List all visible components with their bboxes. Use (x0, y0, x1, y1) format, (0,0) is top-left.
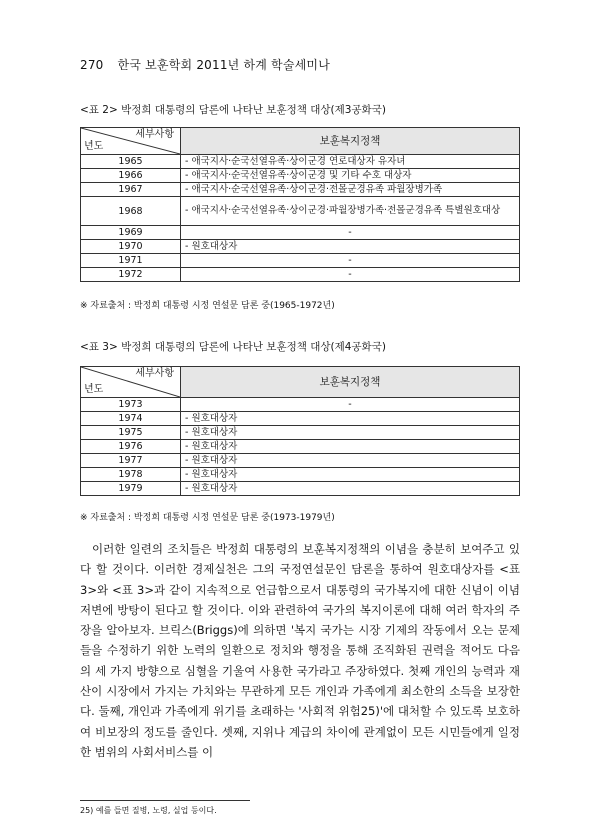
body-paragraph: 이러한 일련의 조치들은 박정희 대통령의 보훈복지정책의 이념을 충분히 보여주고 있다 할 것이다. 이러한 경제실천은 그의 국정연설문인 담론을 통하여 원호대상자를 <표 3>와 <표 3>과 같이 지속적으로 언급함으로서 대통령의 국가복지에 대한 신념이 이념 저변에 방탕이 된다고 할 것이다. 이와 관련하여 국가의 복지이론에 대해 여러 학자의 주장을 알아보자. 브릭스(Briggs)에 의하면 '복지 국가는 시장 기제의 작동에서 오는 문제들을 수정하기 위한 노력의 일환으로 정치와 행정을 통해 조직화된 권력을 적어도 다음의 세 가지 방향으로 심혈을 기울여 사용한 국가라고 주장하였다. 첫째 개인의 능력과 재산이 시장에서 가지는 가치와는 무관하게 모든 개인과 가족에게 최소한의 소득을 보장한다. 둘째, 개인과 가족에게 위기를 초래하는 '사회적 위험25)'에 대처할 수 있도록 보호하여 비보장의 정도를 줄인다. 셋째, 지위나 계급의 차이에 관계없이 모든 시민들에게 일정한 범위의 사회서비스를 이 (80, 542, 520, 759)
table-row (81, 197, 520, 226)
year-cell: 1971 (81, 254, 181, 268)
year-cell: 1979 (81, 482, 181, 496)
content-cell: - 애국지사·순국선열유족·상이군경·파월장병가족·전몰군경유족 특별원호대상 (181, 197, 520, 226)
year-cell: 1968 (81, 197, 181, 226)
table3-source: ※ 자료출처 : 박정희 대통령 시정 연설문 담론 중(1973-1979년) (80, 513, 335, 523)
content-cell: - 애국지사·순국선열유족·상이군경 연로대상자 유자녀 (181, 155, 520, 169)
table-row (81, 468, 520, 482)
table2 (80, 127, 520, 282)
content-cell: - 원호대상자 (181, 482, 520, 496)
table-row (81, 268, 520, 282)
table3-caption: <표 3> 박정희 대통령의 담론에 나타난 보훈정책 대상(제4공화국) (80, 341, 386, 353)
content-cell: - 원호대상자 (181, 468, 520, 482)
year-cell: 1978 (81, 468, 181, 482)
content-cell: - 원호대상자 (181, 426, 520, 440)
table2-column-header: 보훈복지정책 (181, 128, 520, 155)
header-year-label: 년도 (84, 384, 104, 395)
table-row (81, 426, 520, 440)
header-year-label: 년도 (84, 141, 104, 152)
table-row (81, 226, 520, 240)
year-cell: 1973 (81, 398, 181, 412)
table-row (81, 482, 520, 496)
content-cell: - 원호대상자 (181, 412, 520, 426)
running-header (80, 56, 330, 73)
table-row (81, 169, 520, 183)
year-cell: 1969 (81, 226, 181, 240)
year-cell: 1970 (81, 240, 181, 254)
table3-corner-cell (81, 367, 181, 398)
year-cell: 1972 (81, 268, 181, 282)
table2-caption: <표 2> 박정희 대통령의 담론에 나타난 보훈정책 대상(제3공화국) (80, 104, 386, 116)
footnote-divider (80, 800, 250, 801)
table-row (81, 155, 520, 169)
year-cell: 1967 (81, 183, 181, 197)
table-row (81, 183, 520, 197)
content-cell: - (181, 398, 520, 412)
content-cell: - (181, 226, 520, 240)
year-cell: 1976 (81, 440, 181, 454)
year-cell: 1966 (81, 169, 181, 183)
content-cell: - 애국지사·순국선열유족·상이군경·전몰군경유족 파월장병가족 (181, 183, 520, 197)
content-cell: - 원호대상자 (181, 440, 520, 454)
footnote: 25) 예를 들면 질병, 노령, 실업 등이다. (80, 806, 217, 815)
table2-source: ※ 자료출처 : 박정희 대통령 시정 연설문 담론 중(1965-1972년) (80, 301, 335, 311)
year-cell: 1975 (81, 426, 181, 440)
table-row (81, 240, 520, 254)
table-row (81, 440, 520, 454)
table-row (81, 412, 520, 426)
table-row (81, 398, 520, 412)
header-detail-label: 세부사항 (135, 368, 174, 379)
table3 (80, 366, 520, 496)
content-cell: - 애국지사·순국선열유족·상이군경 및 기타 수호 대상자 (181, 169, 520, 183)
table-row (81, 454, 520, 468)
year-cell: 1974 (81, 412, 181, 426)
header-title: 한국 보훈학회 2011년 하계 학술세미나 (117, 58, 331, 72)
body-text (80, 539, 520, 762)
content-cell: - 원호대상자 (181, 240, 520, 254)
content-cell: - (181, 268, 520, 282)
table-row (81, 254, 520, 268)
year-cell: 1977 (81, 454, 181, 468)
content-cell: - 원호대상자 (181, 454, 520, 468)
table3-column-header: 보훈복지정책 (181, 367, 520, 398)
header-detail-label: 세부사항 (135, 129, 174, 140)
page-number: 270 (80, 58, 104, 72)
table2-corner-cell (81, 128, 181, 155)
year-cell: 1965 (81, 155, 181, 169)
content-cell: - (181, 254, 520, 268)
